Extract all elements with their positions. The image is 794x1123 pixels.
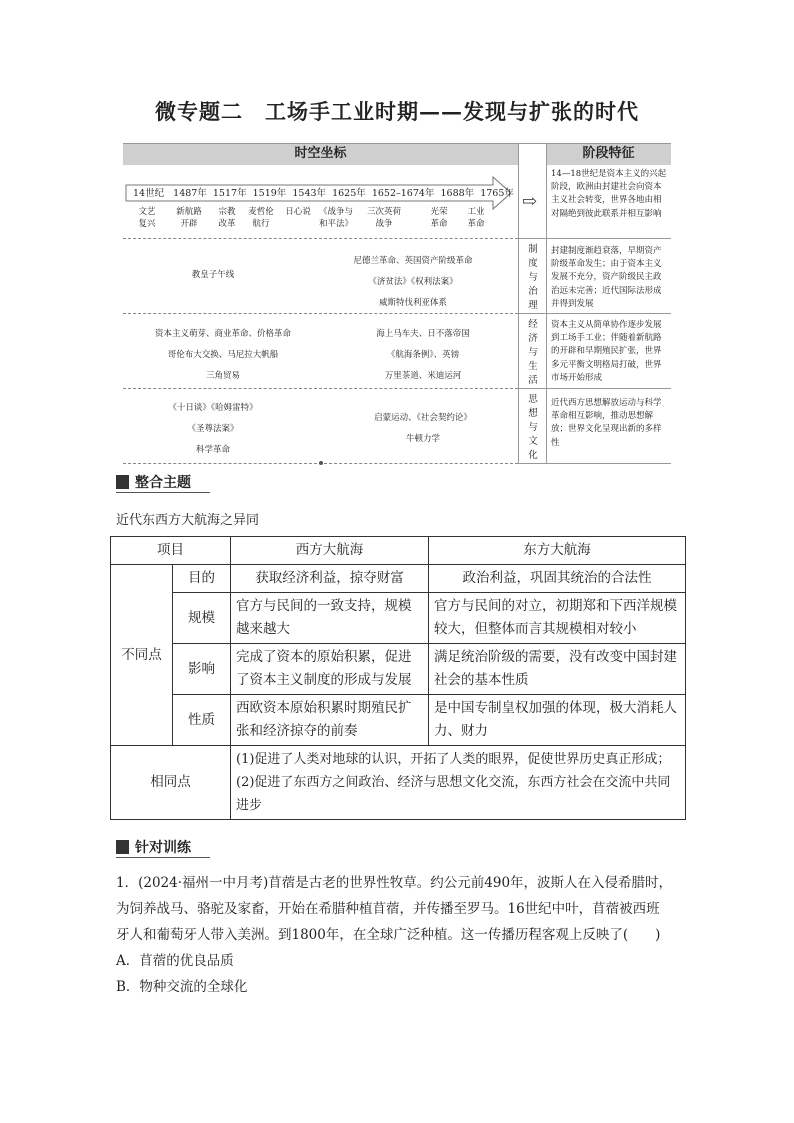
option-a[interactable]: A．苜蓿的优良品质 — [116, 953, 234, 969]
table-header-row — [111, 537, 686, 565]
east-cell: 满足统治阶级的需要，没有改变中国封建社会的基本性质 — [429, 644, 686, 695]
question-number: 1． — [116, 875, 139, 891]
page-title: 微专题二 工场手工业时期——发现与扩张的时代 — [155, 99, 639, 124]
timeline-event: 三次英荷 战争 — [366, 207, 401, 229]
chart-right-header: 阶段特征 — [546, 143, 671, 165]
year: 1688年 — [440, 188, 475, 199]
year: 14世纪 — [133, 188, 165, 199]
arrow-right-icon: ⇨ — [522, 191, 538, 212]
row-right-text: 尼德兰革命、英国资产阶级革命 《济贫法》《权利法案》 威斯特伐利亚体系 — [353, 256, 473, 308]
dashed-separator — [123, 388, 518, 389]
table-row — [111, 746, 686, 820]
timeline-event: 文艺 复兴 — [138, 207, 156, 229]
timeline-years — [133, 185, 514, 199]
table-row — [111, 695, 686, 746]
year: 1487年 — [173, 188, 207, 199]
divider — [518, 388, 671, 389]
dashed-separator — [123, 238, 518, 239]
section-heading: 整合主题 — [116, 472, 191, 492]
row-item: 影响 — [173, 644, 231, 695]
chart-left-header: 时空坐标 — [123, 143, 518, 165]
option-b[interactable]: B．物种交流的全球化 — [116, 979, 248, 995]
year: 1652–1674年 — [371, 188, 435, 199]
timeline-event: 工业 革命 — [467, 207, 485, 229]
year: 1625年 — [332, 188, 366, 199]
timeline-event: 《战争与 和平法》 — [318, 207, 353, 229]
row-right-text: 启蒙运动、《社会契约论》 牛顿力学 — [374, 413, 472, 444]
timeline-event: 光荣 革命 — [430, 207, 448, 229]
bullet-dot-icon — [319, 461, 323, 465]
row-label: 经 济 与 生 活 — [528, 319, 538, 386]
group-label: 不同点 — [111, 565, 173, 746]
row-feature: 近代西方思想解放运动与科学革命相互影响，推动思想解放；世界文化呈现出新的多样性 — [551, 398, 662, 448]
table-row — [111, 644, 686, 695]
row-item: 目的 — [173, 565, 231, 593]
divider — [546, 143, 547, 464]
row-right-text: 海上马车夫、日不落帝国 《航海条例》、英镑 万里茶道、米迪运河 — [376, 329, 470, 381]
table-header: 项目 — [111, 537, 231, 565]
same-label: 相同点 — [111, 746, 231, 820]
timeline-event: 新航路 开辟 — [176, 207, 202, 229]
row-feature: 封建制度渐趋衰落，早期资产阶级革命发生；由于资本主义发展不充分，资产阶级民主政治远未完善；近代国际法形成并得到发展 — [551, 246, 662, 309]
west-cell: 西欧资本原始积累时期殖民扩张和经济掠夺的前奏 — [231, 695, 429, 746]
comparison-table — [110, 536, 686, 820]
row-left-text: 资本主义萌芽、商业革命、价格革命 哥伦布大交换、马尼拉大帆船 三角贸易 — [154, 329, 291, 381]
west-cell: 官方与民间的一致支持，规模越来越大 — [231, 593, 429, 644]
east-cell: 官方与民间的对立，初期郑和下西洋规模较大，但整体而言其规模相对较小 — [429, 593, 686, 644]
divider — [518, 238, 671, 239]
same-cell: (1)促进了人类对地球的认识，开拓了人类的眼界，促使世界历史真正形成； (2)促进了东西方之间政治、经济与思想文化交流，东西方社会在交流中共同进步 — [231, 746, 686, 820]
divider — [518, 463, 671, 464]
east-cell: 政治利益，巩固其统治的合法性 — [429, 565, 686, 593]
timeline-event: 宗教 改革 — [218, 207, 236, 229]
row-feature: 资本主义从简单协作逐步发展到工场手工业；伴随着新航路的开辟和早期殖民扩张，世界多元平衡文明格局打破，世界市场开始形成 — [551, 320, 662, 383]
row-left-text: 《十日谈》《哈姆雷特》 《圣尊法案》 科学革命 — [168, 403, 258, 455]
divider — [123, 143, 671, 144]
divider — [518, 313, 671, 314]
year: 1765年 — [480, 188, 514, 199]
west-cell: 完成了资本的原始积累，促进了资本主义制度的形成与发展 — [231, 644, 429, 695]
table-row — [111, 565, 686, 593]
year: 1543年 — [292, 188, 327, 199]
section-heading: 针对训练 — [116, 837, 191, 857]
divider — [518, 143, 519, 464]
timeline-event: 日心说 — [285, 207, 311, 217]
row-label: 制 度 与 治 理 — [528, 244, 538, 311]
document-icon — [116, 840, 129, 854]
table-header: 东方大航海 — [429, 537, 686, 565]
section-subtitle: 近代东西方大航海之异同 — [116, 513, 260, 528]
west-cell: 获取经济利益，掠夺财富 — [231, 565, 429, 593]
stage-feature: 14—18世纪是资本主义的兴起阶段，欧洲由封建社会向资本主义社会转变，世界各地由相对隔绝到彼此联系并相互影响 — [551, 169, 667, 219]
year: 1517年 — [212, 188, 247, 199]
east-cell: 是中国专制皇权加强的体现，极大消耗人力、财力 — [429, 695, 686, 746]
row-item: 规模 — [173, 593, 231, 644]
row-left-text: 教皇子午线 — [191, 270, 235, 280]
question: 1．(2024·福州一中月考)苜蓿是古老的世界性牧草。约公元前490年，波斯人在入侵希腊时， 为饲养战马、骆驼及家畜，开始在希腊种植苜蓿，并传播至罗马。16世纪中叶，苜蓿被西班 牙人和葡萄牙人带入美洲。到1800年，在全球广泛种植。这一传播历程客观上反映了( ) A．苜蓿的优良品质 B．物种交流的全球化 — [116, 870, 686, 1000]
timeline-chart — [123, 143, 671, 464]
table-row — [111, 593, 686, 644]
row-label: 思 想 与 文 化 — [528, 394, 538, 461]
timeline-event: 麦哲伦 航行 — [248, 207, 274, 229]
year: 1519年 — [252, 188, 287, 199]
row-item: 性质 — [173, 695, 231, 746]
document-icon — [116, 475, 129, 489]
section-underline — [116, 492, 210, 493]
table-header: 西方大航海 — [231, 537, 429, 565]
section-underline — [116, 857, 210, 858]
